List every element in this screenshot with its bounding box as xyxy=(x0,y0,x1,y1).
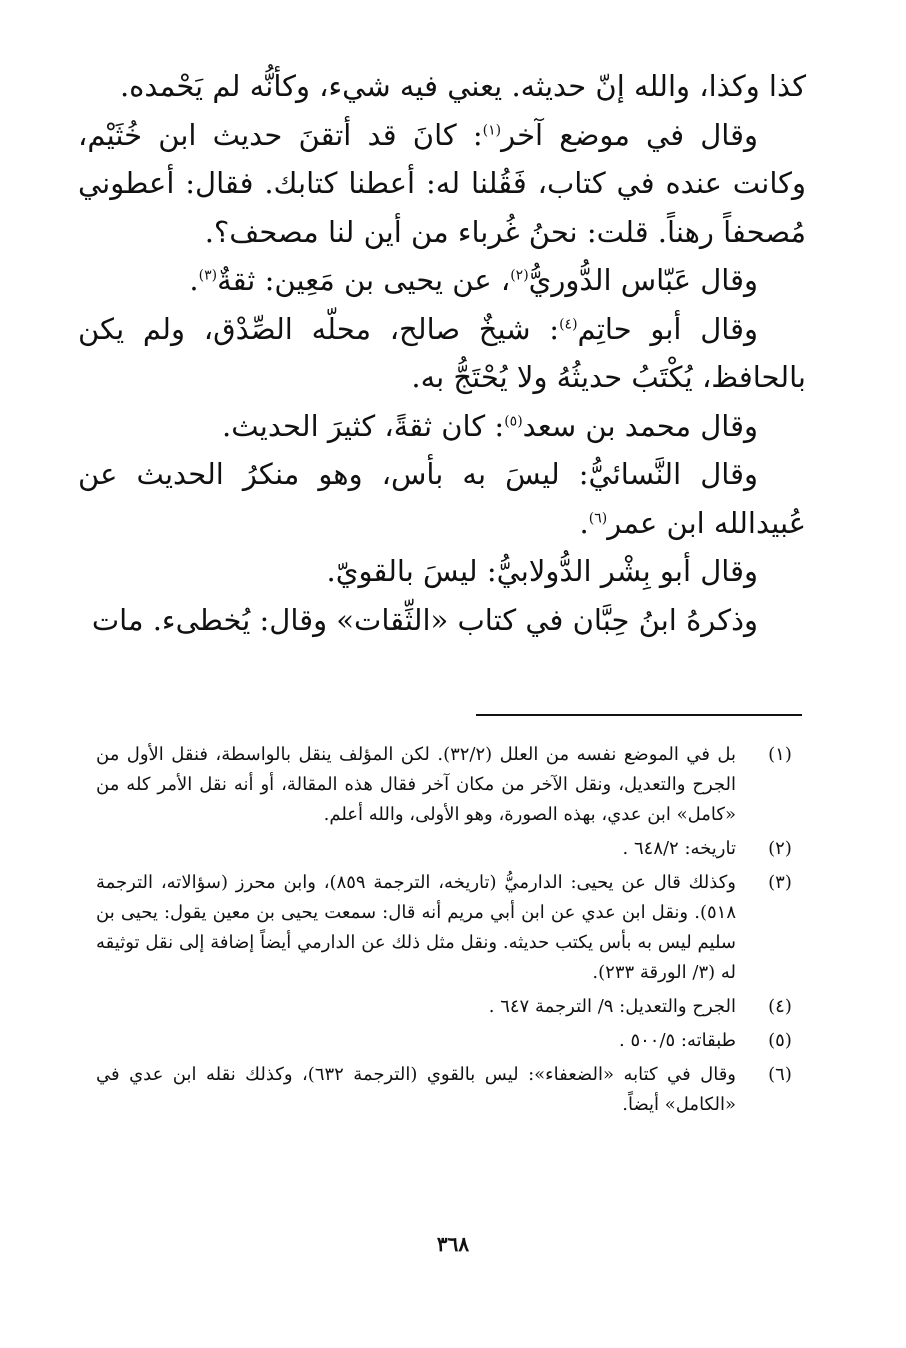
footnote-text: طبقاته: ٥٠٠/٥ . xyxy=(619,1030,736,1051)
paragraph-8: وذكرهُ ابنُ حِبَّان في كتاب «الثِّقات» وقال: يُخطىء. مات xyxy=(91,602,758,637)
paragraph-6: وقال النَّسائيُّ: ليسَ به بأس، وهو منكرُ الحديث عن عُبيدالله ابن عمر$^{(٦)}$. xyxy=(78,457,806,540)
footnote-4 xyxy=(96,992,810,1022)
paragraph-7: وقال أبو بِشْر الدُّولابيُّ: ليسَ بالقويّ. xyxy=(326,554,758,588)
paragraph-5: وقال محمد بن سعد$^{(٥)}$: كان ثقةً، كثيرَ الحديث. xyxy=(222,408,758,443)
footnote-text: تاريخه: ٦٤٨/٢ . xyxy=(622,838,736,859)
footnote-text: بل في الموضع نفسه من العلل (٣٢/٢). لكن المؤلف ينقل بالواسطة، فنقل الأول من الجرح والتعديل، ونقل الآخر من مكان آخر فقال هذه المقالة، أو أنه نقل الأمر كله من «كامل» ابن عدي، بهذه الصورة، وهو الأولى، والله أعلم. xyxy=(96,744,736,825)
paragraph-1: كذا وكذا، والله إنّ حديثه. يعني فيه شيء، وكأنُّه لم يَحْمده. xyxy=(119,69,806,103)
footnote-6 xyxy=(96,1060,810,1120)
footnote-3 xyxy=(96,868,810,988)
footnote-text: وقال في كتابه «الضعفاء»: ليس بالقوي (الترجمة ٦٣٢)، وكذلك نقله ابن عدي في «الكامل» أيضاً. xyxy=(96,1064,736,1115)
paragraph-4: وقال أبو حاتِم$^{(٤)}$: شيخٌ صالح، محلّه الصِّدْق، ولم يكن بالحافظ، يُكْتَبُ حديثُهُ ولا يُحْتَجُّ به. xyxy=(78,311,806,394)
footnote-number: (٣) xyxy=(768,872,792,893)
footnote-text: وكذلك قال عن يحيى: الدارميُّ (تاريخه، الترجمة ٨٥٩)، وابن محرز (سؤالاته، الترجمة ٥١٨). ونقل ابن عدي عن ابن أبي مريم أنه قال: سمعت يحيى بن معين يقول: يحيى بن سليم ليس به بأس يكتب حديثه. ونقل مثل ذلك عن الدارمي أيضاً إضافة إلى نقل توثيقه له (٣/ الورقة ٢٣٣). xyxy=(96,872,736,983)
footnote-number: (٤) xyxy=(768,996,792,1017)
footnote-number: (٦) xyxy=(768,1064,792,1085)
footnote-5 xyxy=(96,1026,810,1056)
footnote-2 xyxy=(96,834,810,864)
footnote-divider xyxy=(476,714,802,716)
footnote-number: (١) xyxy=(768,744,792,765)
footnote-ref: (٢) xyxy=(510,267,529,284)
page-number: ٣٦٨ xyxy=(436,1232,470,1256)
footnote-1 xyxy=(96,740,810,830)
footnote-text: الجرح والتعديل: ٩/ الترجمة ٦٤٧ . xyxy=(488,996,736,1017)
footnotes xyxy=(96,740,810,1120)
footnote-ref: (٦) xyxy=(588,509,608,526)
footnote-ref: (٤) xyxy=(559,315,578,332)
paragraph-3: وقال عَبّاس الدُّوريُّ$^{(٢)}$، عن يحيى بن مَعِين: ثقةٌ$^{(٣)}$. xyxy=(189,263,758,297)
footnote-ref: (٥) xyxy=(504,412,523,429)
footnote-ref: (٣) xyxy=(198,267,218,284)
paragraph-2: وقال في موضع آخر$^{(١)}$: كانَ قد أتقنَ حديث ابن خُثَيْم، وكانت عنده في كتاب، فَقُلنا له: أعطنا كتابك. فقال: أعطوني مُصحفاً رهناً. قلت: نحنُ غُرباء من أين لنا مصحف؟. xyxy=(78,117,806,249)
footnote-number: (٥) xyxy=(768,1030,792,1051)
footnote-ref: (١) xyxy=(482,121,502,138)
footnote-number: (٢) xyxy=(768,838,792,859)
main-text xyxy=(78,62,806,644)
